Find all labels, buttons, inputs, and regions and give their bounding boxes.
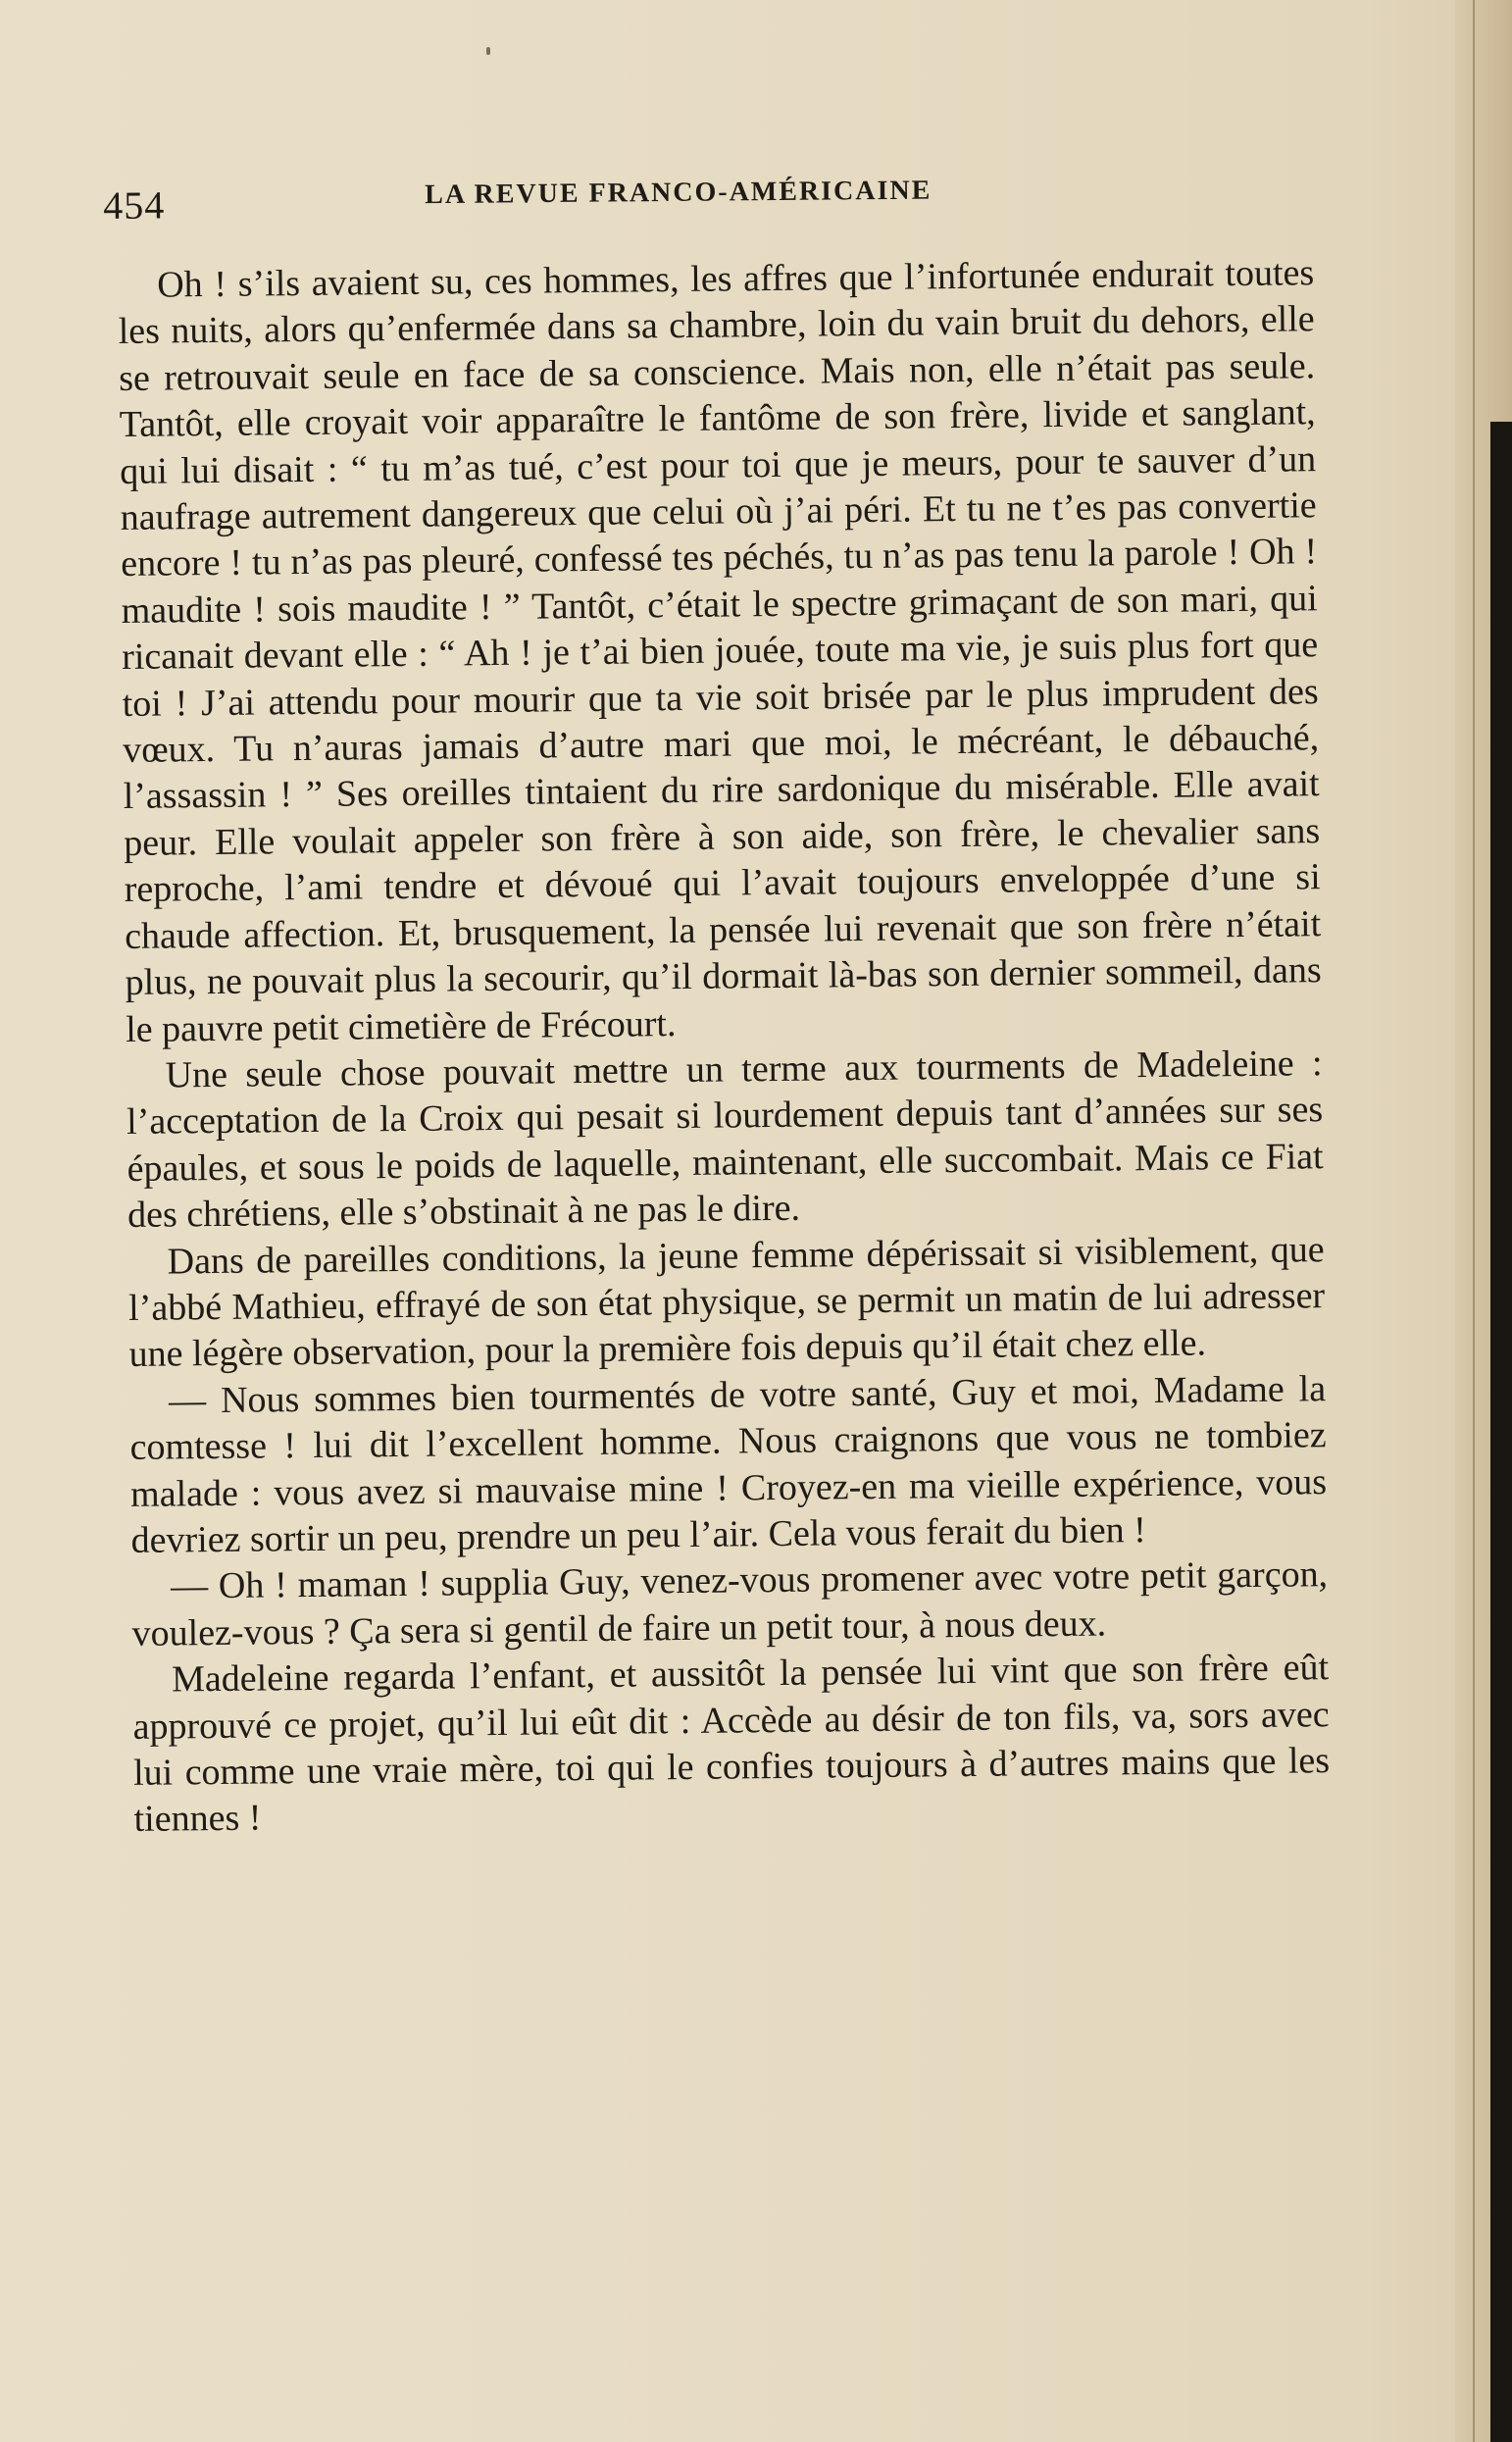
paragraph: Madeleine regarda l’enfant, et aussitôt la pensée lui vint que son frère eût approuvé ce projet, qu’il lui eût dit : Accède au désir de ton fils, va, sors avec lui comme une vraie mère, toi qui le confies toujours à d’autres mains que les tiennes !: [132, 1647, 1331, 1841]
paragraph: Une seule chose pouvait mettre un terme aux tourments de Madeleine : l’acceptation de la Croix qui pesait si lourdement depuis tant d’années sur ses épaules, et sous le poids de laquelle, maintenant, elle succombait. Mais ce Fiat des chrétiens, elle s’obstinait à ne pas le dire.: [126, 1043, 1324, 1237]
paragraph: — Oh ! maman ! supplia Guy, venez-vous promener avec votre petit garçon, voulez-vous ? Ça sera si gentil de faire un petit tour, à nous deux.: [131, 1553, 1329, 1654]
page-header: [103, 167, 986, 243]
running-title: LA REVUE FRANCO-AMÉRICAINE: [425, 175, 932, 211]
paragraph: Dans de pareilles conditions, la jeune femme dépérissait si visiblement, que l’abbé Mathieu, effrayé de son état physique, se permit un matin de lui adresser une légère observation, pour la première fois depuis qu’il était chez elle.: [127, 1228, 1326, 1376]
page-fold-line: [1473, 0, 1475, 2442]
paragraph: — Nous sommes bien tourmentés de votre santé, Guy et moi, Madame la comtesse ! lui dit l’excellent homme. Nous craignons que vous ne tombiez malade : vous avez si mauvaise mine ! Croyez-en ma vieille expérience, vous devriez sortir un peu, prendre un peu l’air. Cela vous ferait du bien !: [129, 1367, 1328, 1561]
page-number: 454: [103, 182, 166, 228]
paragraph: Oh ! s’ils avaient su, ces hommes, les affres que l’infortunée endurait toutes les nuits, alors qu’enfermée dans sa chambre, loin du vain bruit du dehors, elle se retrouvait seule en face de sa conscience. Mais non, elle n’était pas seule. Tantôt, elle croyait voir apparaître le fantôme de son frère, livide et sanglant, qui lui disait : “ tu m’as tué, c’est pour toi que je meurs, pour te sauver d’un naufrage autrement dangereux que celui où j’ai péri. Et tu ne t’es pas convertie encore ! tu n’as pas pleuré, confessé tes péchés, tu n’as pas tenu la parole ! Oh ! maudite ! sois maudite ! ” Tantôt, c’était le spectre grimaçant de son mari, qui ricanait devant elle : “ Ah ! je t’ai bien jouée, toute ma vie, je suis plus fort que toi ! J’ai attendu pour mourir que ta vie soit brisée par le plus imprudent des vœux. Tu n’auras jamais d’autre mari que moi, le mécréant, le débauché, l’assassin ! ” Ses oreilles tintaient du rire sardonique du misérable. Elle avait peur. Elle voulait appeler son frère à son aide, son frère, le chevalier sans reproche, l’ami tendre et dévoué qui l’avait toujours enveloppée d’une si chaude affection. Et, brusquement, la pensée lui revenait que son frère n’était plus, ne pouvait plus la secourir, qu’il dormait là-bas son dernier sommeil, dans le pauvre petit cimetière de Frécourt.: [118, 252, 1322, 1050]
paper-speck: [486, 47, 490, 55]
body-text: [118, 250, 1331, 1843]
scan-dark-edge: [1490, 422, 1512, 2442]
